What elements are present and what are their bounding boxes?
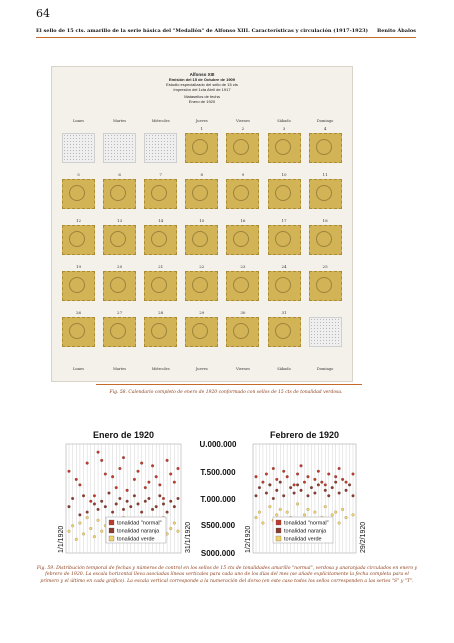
- data-point: [100, 530, 103, 533]
- data-point: [71, 497, 74, 500]
- data-point: [255, 475, 258, 478]
- calendar-cell: [309, 264, 342, 301]
- stamp-image: [103, 271, 136, 301]
- data-point: [324, 505, 327, 508]
- data-point: [173, 522, 176, 525]
- y-tick-label: S000.000: [200, 549, 236, 558]
- stamp-image: [62, 225, 95, 255]
- legend-label: tonalidad naranja: [284, 528, 327, 535]
- data-point: [282, 470, 285, 473]
- calendar-cell: [268, 264, 301, 301]
- day-number: 18: [322, 218, 328, 223]
- stamp-image: [268, 225, 301, 255]
- legend-swatch: [109, 520, 114, 525]
- day-number: 10: [281, 172, 287, 177]
- data-point: [133, 494, 136, 497]
- data-point: [169, 527, 172, 530]
- author-name: Benito Ábalos: [377, 28, 416, 34]
- data-point: [317, 470, 320, 473]
- data-point: [286, 511, 289, 514]
- data-point: [93, 535, 96, 538]
- data-point: [296, 473, 299, 476]
- data-point: [162, 497, 165, 500]
- stamp-image: [103, 225, 136, 255]
- stamp-image: [103, 317, 136, 347]
- day-number: 14: [158, 218, 164, 223]
- data-point: [303, 513, 306, 516]
- data-point: [155, 505, 158, 508]
- data-point: [296, 503, 299, 506]
- data-point: [258, 486, 261, 489]
- day-label: Miércoles: [151, 119, 170, 123]
- calendar-cell: [309, 218, 342, 255]
- calendar-cell: [103, 172, 136, 209]
- distribution-chart: [46, 425, 367, 558]
- data-point: [79, 513, 82, 516]
- data-point: [286, 475, 289, 478]
- data-point: [341, 478, 344, 481]
- data-point: [324, 483, 327, 486]
- y-tick-label: T.000.000: [200, 495, 236, 504]
- data-point: [126, 489, 129, 492]
- data-point: [255, 516, 258, 519]
- album-title-line: Enero de 1920: [188, 99, 216, 104]
- data-point: [258, 511, 261, 514]
- data-point: [173, 505, 176, 508]
- album-title-line: Emisión del 15 de Octubre de 1909: [168, 77, 236, 82]
- day-number: 17: [281, 218, 287, 223]
- data-point: [338, 492, 341, 495]
- calendar-cell: [185, 310, 218, 347]
- data-point: [115, 486, 118, 489]
- day-number: 16: [240, 218, 246, 223]
- day-number: 5: [77, 172, 80, 177]
- day-number: 27: [117, 310, 123, 315]
- data-point: [144, 500, 147, 503]
- data-point: [169, 500, 172, 503]
- data-point: [100, 500, 103, 503]
- day-labels-bottom: [58, 367, 346, 377]
- calendar-cell: [185, 218, 218, 255]
- data-point: [345, 516, 348, 519]
- figure-59-caption: Fig. 59. Distribución temporal de fechas y números de control en los sellos de 15 cts de tonalidades amarillo "normal", verdosa y anaranjada circulados en enero y febrero de 1920. La escala horizontal lleva asociadas líneas verticales para cada uno de los días del mes (se añade explícitamente la fecha completa para el primero y el último en cada gráfico). La escala vertical corresponde a la numeración del dorso (en este caso todos los sellos corresponden a las series "S" y "T".: [36, 566, 418, 584]
- stamp-image: [226, 225, 259, 255]
- calendar-cell: [226, 310, 259, 347]
- day-label: Domingo: [316, 119, 334, 123]
- stamp-image: [144, 271, 177, 301]
- day-number: 21: [158, 264, 164, 269]
- day-label: Jueves: [195, 119, 208, 123]
- data-point: [151, 464, 154, 467]
- calendar-cell: [62, 133, 95, 163]
- data-point: [334, 511, 337, 514]
- y-tick-label: U.000.000: [199, 440, 237, 449]
- day-number: 23: [240, 264, 246, 269]
- data-point: [338, 522, 341, 525]
- calendar-cell: [309, 317, 342, 347]
- calendar-cell: [268, 172, 301, 209]
- day-number: 2: [241, 126, 245, 131]
- x-end-label: 31/1/1920: [185, 521, 192, 553]
- legend-swatch: [276, 520, 281, 525]
- running-header-title: El sello de 15 cts. amarillo de la serie básica del "Medallón" de Alfonso XIII. Características y circulación (1917-1923): [36, 28, 368, 34]
- data-point: [148, 497, 151, 500]
- legend-swatch: [276, 528, 281, 533]
- data-point: [348, 483, 351, 486]
- caption-rule: [96, 384, 362, 385]
- data-point: [68, 505, 71, 508]
- panel-title: Febrero de 1920: [269, 430, 340, 440]
- data-point: [300, 489, 303, 492]
- data-point: [86, 511, 89, 514]
- data-point: [97, 508, 100, 511]
- data-point: [279, 508, 282, 511]
- day-number: 20: [117, 264, 123, 269]
- day-label: Viernes: [235, 119, 250, 123]
- legend-swatch: [276, 536, 281, 541]
- calendar-cell: [62, 264, 95, 301]
- calendar-cell: [226, 172, 259, 209]
- data-point: [68, 470, 71, 473]
- legend-swatch: [109, 536, 114, 541]
- stamp-image: [185, 317, 218, 347]
- calendar-cell: [226, 126, 259, 163]
- data-point: [169, 473, 172, 476]
- calendar-cell: [309, 172, 342, 209]
- album-title-line: Matasellos de fecha: [184, 94, 220, 99]
- stamp-image: [268, 133, 301, 163]
- data-point: [275, 513, 278, 516]
- data-point: [89, 527, 92, 530]
- day-number: 8: [200, 172, 204, 177]
- data-point: [155, 475, 158, 478]
- data-point: [177, 467, 180, 470]
- data-point: [166, 459, 169, 462]
- day-label: Lunes: [73, 119, 84, 123]
- y-tick-label: S500.000: [200, 521, 236, 530]
- data-point: [177, 530, 180, 533]
- data-point: [89, 500, 92, 503]
- data-point: [162, 503, 165, 506]
- calendar-cell: [103, 218, 136, 255]
- legend-label: tonalidad naranja: [117, 528, 160, 535]
- legend-label: tonalidad "normal": [284, 520, 329, 527]
- data-point: [272, 467, 275, 470]
- album-page-photo: [51, 66, 353, 382]
- calendar-cell: [185, 126, 218, 163]
- data-point: [118, 497, 121, 500]
- data-point: [82, 533, 85, 536]
- stamp-calendar-grid: [52, 67, 352, 381]
- stamp-image: [185, 271, 218, 301]
- data-point: [265, 492, 268, 495]
- day-number: 6: [118, 172, 121, 177]
- data-point: [93, 503, 96, 506]
- calendar-cell: [144, 218, 177, 255]
- data-point: [282, 494, 285, 497]
- calendar-cell: [103, 133, 136, 163]
- day-number: 22: [199, 264, 205, 269]
- data-point: [275, 478, 278, 481]
- data-point: [313, 492, 316, 495]
- day-label: Martes: [113, 367, 127, 371]
- data-point: [97, 451, 100, 454]
- day-number: 19: [75, 264, 82, 269]
- day-number: 11: [322, 172, 328, 177]
- data-point: [177, 497, 180, 500]
- day-number: 31: [281, 310, 287, 315]
- data-point: [158, 494, 161, 497]
- data-point: [158, 483, 161, 486]
- figure-58-caption: Fig. 58. Calendario completo de enero de 1920 conformado con sellos de 15 cts de tonalidad verdosa.: [109, 390, 343, 395]
- calendar-cell: [144, 172, 177, 209]
- legend-label: tonalidad verde: [117, 536, 155, 543]
- data-point: [144, 486, 147, 489]
- data-point: [331, 513, 334, 516]
- album-title-line: Estudio especializado del sello de 15 cts: [166, 82, 238, 87]
- data-point: [272, 497, 275, 500]
- data-point: [126, 500, 129, 503]
- data-point: [148, 481, 151, 484]
- data-point: [324, 489, 327, 492]
- data-point: [262, 481, 265, 484]
- stamp-image: [309, 271, 342, 301]
- page-number: 64: [36, 7, 50, 20]
- empty-slot: [309, 317, 342, 347]
- day-number: 1: [200, 126, 204, 131]
- data-point: [334, 475, 337, 478]
- data-point: [133, 478, 136, 481]
- data-point: [293, 483, 296, 486]
- calendar-cell: [268, 310, 301, 347]
- data-point: [327, 494, 330, 497]
- data-point: [137, 470, 140, 473]
- day-label: Viernes: [235, 367, 250, 371]
- stamp-image: [185, 225, 218, 255]
- data-point: [300, 464, 303, 467]
- day-label: Lunes: [73, 367, 84, 371]
- data-point: [293, 492, 296, 495]
- day-number: 4: [323, 126, 327, 131]
- legend-label: tonalidad "normal": [117, 520, 162, 527]
- day-label: Sábado: [277, 367, 291, 371]
- data-point: [352, 473, 355, 476]
- data-point: [111, 511, 114, 514]
- data-point: [68, 530, 71, 533]
- data-point: [334, 481, 337, 484]
- data-point: [307, 475, 310, 478]
- data-point: [129, 505, 132, 508]
- data-point: [345, 481, 348, 484]
- calendar-cell: [185, 264, 218, 301]
- data-point: [317, 483, 320, 486]
- day-number: 29: [199, 310, 205, 315]
- stamp-image: [144, 225, 177, 255]
- stamp-image: [226, 133, 259, 163]
- day-label: Jueves: [195, 367, 208, 371]
- day-number: 26: [75, 310, 82, 315]
- day-number: 13: [117, 218, 123, 223]
- data-point: [341, 508, 344, 511]
- data-point: [279, 481, 282, 484]
- day-number: 24: [281, 264, 287, 269]
- album-title-line: Alfonso XIII: [189, 72, 215, 77]
- data-point: [275, 489, 278, 492]
- header-rule: [36, 37, 416, 38]
- data-point: [303, 481, 306, 484]
- data-point: [75, 538, 78, 541]
- day-number: 9: [241, 172, 245, 177]
- legend-label: tonalidad verde: [284, 536, 322, 543]
- x-start-label: 1/1/1920: [58, 525, 65, 553]
- data-point: [255, 494, 258, 497]
- data-point: [173, 481, 176, 484]
- data-point: [75, 478, 78, 481]
- calendar-cell: [268, 218, 301, 255]
- data-point: [268, 505, 271, 508]
- day-number: 28: [158, 310, 164, 315]
- day-number: 7: [159, 172, 162, 177]
- stamp-image: [268, 271, 301, 301]
- data-point: [289, 486, 292, 489]
- stamp-image: [62, 179, 95, 209]
- calendar-cell: [226, 264, 259, 301]
- data-point: [79, 522, 82, 525]
- y-tick-label: T.500.000: [200, 468, 236, 477]
- data-point: [262, 522, 265, 525]
- stamp-image: [309, 225, 342, 255]
- legend-swatch: [109, 528, 114, 533]
- empty-slot: [144, 133, 177, 163]
- day-number: 30: [240, 310, 246, 315]
- empty-slot: [62, 133, 95, 163]
- running-header: [36, 28, 416, 34]
- x-start-label: 1/2/1920: [245, 525, 252, 553]
- stamp-image: [62, 317, 95, 347]
- data-point: [122, 508, 125, 511]
- calendar-cell: [309, 126, 342, 163]
- day-label: Sábado: [277, 119, 291, 123]
- data-point: [352, 494, 355, 497]
- data-point: [307, 494, 310, 497]
- data-point: [118, 467, 121, 470]
- data-point: [310, 486, 313, 489]
- data-point: [313, 478, 316, 481]
- day-number: 12: [75, 218, 82, 223]
- day-number: 15: [199, 218, 205, 223]
- stamp-image: [309, 179, 342, 209]
- data-point: [104, 505, 107, 508]
- data-point: [331, 486, 334, 489]
- stamp-image: [185, 179, 218, 209]
- calendar-cell: [144, 310, 177, 347]
- data-point: [327, 473, 330, 476]
- data-point: [86, 462, 89, 465]
- stamp-image: [226, 179, 259, 209]
- data-point: [79, 483, 82, 486]
- data-point: [307, 508, 310, 511]
- data-point: [122, 456, 125, 459]
- calendar-cell: [144, 133, 177, 163]
- data-point: [71, 524, 74, 527]
- calendar-cell: [144, 264, 177, 301]
- data-point: [352, 513, 355, 516]
- album-title-line: Impresión del 1cta Abril de 1917: [173, 87, 231, 92]
- data-point: [93, 494, 96, 497]
- data-point: [100, 459, 103, 462]
- data-point: [265, 473, 268, 476]
- data-point: [140, 462, 143, 465]
- stamp-image: [226, 317, 259, 347]
- calendar-cell: [268, 126, 301, 163]
- data-point: [111, 475, 114, 478]
- empty-slot: [103, 133, 136, 163]
- data-point: [137, 503, 140, 506]
- stamp-image: [268, 179, 301, 209]
- stamp-image: [309, 133, 342, 163]
- day-label: Martes: [113, 119, 127, 123]
- day-label: Miércoles: [151, 367, 170, 371]
- data-point: [108, 492, 111, 495]
- data-point: [338, 467, 341, 470]
- calendar-cell: [62, 172, 95, 209]
- data-point: [166, 511, 169, 514]
- calendar-cell: [185, 172, 218, 209]
- calendar-cell: [103, 310, 136, 347]
- stamp-image: [103, 179, 136, 209]
- data-point: [97, 519, 100, 522]
- stamp-image: [62, 271, 95, 301]
- data-point: [313, 511, 316, 514]
- x-end-label: 29/2/1920: [360, 521, 367, 553]
- data-point: [82, 494, 85, 497]
- data-point: [151, 508, 154, 511]
- stamp-image: [226, 271, 259, 301]
- calendar-cell: [103, 264, 136, 301]
- calendar-cell: [62, 310, 95, 347]
- day-number: 3: [282, 126, 286, 131]
- data-point: [296, 483, 299, 486]
- data-point: [268, 483, 271, 486]
- calendar-cell: [226, 218, 259, 255]
- stamp-image: [268, 317, 301, 347]
- stamp-image: [185, 133, 218, 163]
- day-number: 25: [322, 264, 328, 269]
- calendar-cell: [62, 218, 95, 255]
- stamp-image: [144, 179, 177, 209]
- stamp-image: [144, 317, 177, 347]
- panel-title: Enero de 1920: [92, 430, 155, 440]
- data-point: [140, 511, 143, 514]
- data-point: [320, 481, 323, 484]
- data-point: [115, 503, 118, 506]
- data-point: [86, 516, 89, 519]
- data-point: [345, 489, 348, 492]
- data-point: [104, 473, 107, 476]
- day-label: Domingo: [316, 367, 334, 371]
